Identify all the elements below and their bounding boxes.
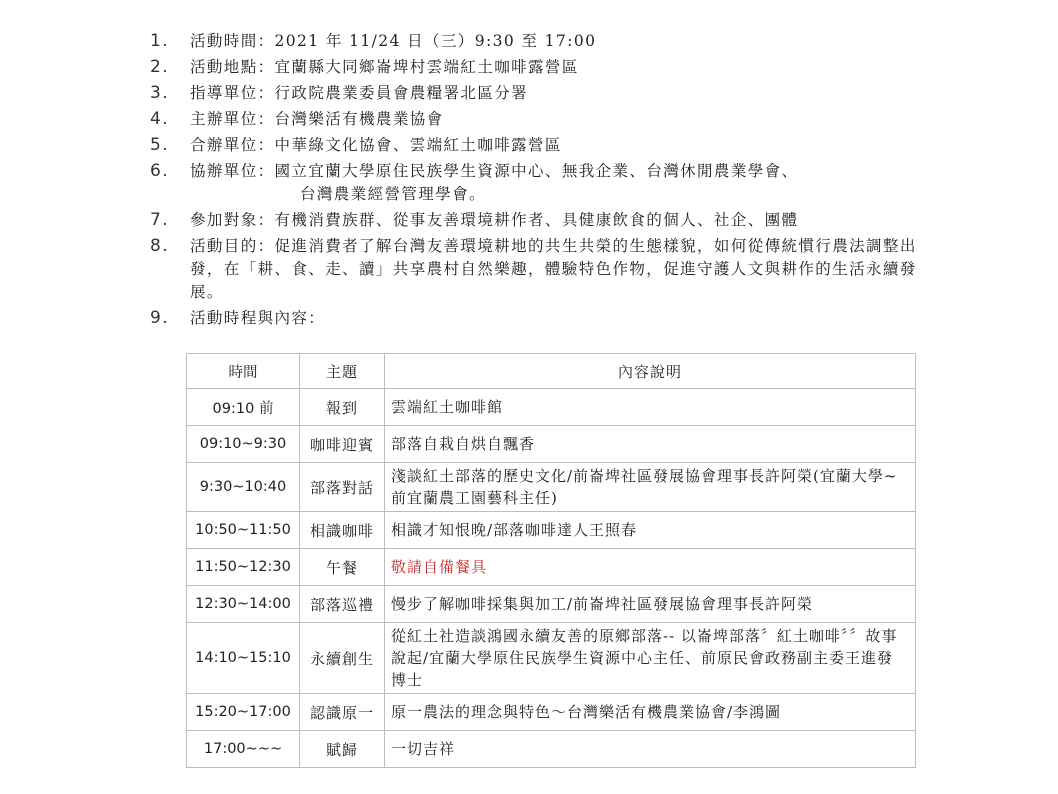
item-text: 有機消費族群、從事友善環境耕作者、具健康飲食的個人、社企、團體 xyxy=(274,211,799,229)
row-time: 11:50~12:30 xyxy=(187,549,300,586)
table-row xyxy=(187,694,916,731)
list-item-schedule xyxy=(150,307,920,330)
list-item-participants xyxy=(150,209,920,232)
row-topic: 午餐 xyxy=(300,549,385,586)
item-label: 合辦單位： xyxy=(190,136,275,154)
row-topic: 部落巡禮 xyxy=(300,586,385,623)
item-label: 指導單位： xyxy=(190,84,275,102)
list-item-assisting xyxy=(150,160,920,206)
row-description: 敬請自備餐具 xyxy=(385,549,916,586)
schedule-table xyxy=(186,353,916,768)
item-label: 活動目的： xyxy=(190,237,275,255)
row-topic: 永續創生 xyxy=(300,623,385,694)
table-row xyxy=(187,512,916,549)
row-description: 部落自栽自烘自飄香 xyxy=(385,426,916,463)
row-topic: 賦歸 xyxy=(300,731,385,768)
item-text: 中華綠文化協會、雲端紅土咖啡露營區 xyxy=(274,136,562,154)
row-description: 原一農法的理念與特色～台灣樂活有機農業協會/李鴻圖 xyxy=(385,694,916,731)
row-topic: 相識咖啡 xyxy=(300,512,385,549)
row-time: 17:00~~~ xyxy=(187,731,300,768)
item-label: 活動時間： xyxy=(190,32,275,50)
row-description: 一切吉祥 xyxy=(385,731,916,768)
item-text-continued: 台灣農業經營管理學會。 xyxy=(300,185,486,203)
table-row xyxy=(187,731,916,768)
item-number: 1. xyxy=(150,31,170,51)
row-time: 09:10~9:30 xyxy=(187,426,300,463)
row-description: 從紅土社造談鴻國永續友善的原鄉部落-- 以崙埤部落〞紅土咖啡〞〞故事說起/宜蘭大學原住民族學生資源中心主任、前原民會政務副主委王進發博士 xyxy=(385,623,916,694)
event-info-list xyxy=(150,30,920,333)
row-time: 12:30~14:00 xyxy=(187,586,300,623)
list-item-guidance xyxy=(150,82,920,105)
item-text: 台灣樂活有機農業協會 xyxy=(274,110,444,128)
table-row xyxy=(187,389,916,426)
row-time: 14:10~15:10 xyxy=(187,623,300,694)
row-topic: 部落對話 xyxy=(300,463,385,512)
list-item-purpose xyxy=(150,235,920,304)
item-text: 促進消費者了解台灣友善環境耕地的共生共榮的生態樣貌，如何從傳統慣行農法調整出發，在「耕、食、走、讀」共享農村自然樂趣，體驗特色作物，促進守護人文與耕作的生活永續發展。 xyxy=(190,237,917,301)
item-number: 3. xyxy=(150,83,170,103)
row-topic: 認識原一 xyxy=(300,694,385,731)
item-label: 協辦單位： xyxy=(190,162,275,180)
item-label: 參加對象： xyxy=(190,211,275,229)
row-description: 相識才知恨晚/部落咖啡達人王照春 xyxy=(385,512,916,549)
list-item-coorganizer xyxy=(150,134,920,157)
item-number: 9. xyxy=(150,308,170,328)
table-header-row xyxy=(187,354,916,389)
item-text: 國立宜蘭大學原住民族學生資源中心、無我企業、台灣休閒農業學會、 xyxy=(274,162,799,180)
header-time: 時間 xyxy=(187,354,300,389)
row-description: 淺談紅土部落的歷史文化/前崙埤社區發展協會理事長許阿榮(宜蘭大學~前宜蘭農工園藝科主任) xyxy=(385,463,916,512)
table-row xyxy=(187,463,916,512)
list-item-organizer xyxy=(150,108,920,131)
header-description: 內容說明 xyxy=(385,354,916,389)
row-description: 慢步了解咖啡採集與加工/前崙埤社區發展協會理事長許阿榮 xyxy=(385,586,916,623)
item-text: 行政院農業委員會農糧署北區分署 xyxy=(274,84,529,102)
table-row xyxy=(187,426,916,463)
table-row xyxy=(187,623,916,694)
item-text: 2021 年 11/24 日（三）9:30 至 17:00 xyxy=(274,32,597,50)
item-number: 2. xyxy=(150,57,170,77)
item-number: 8. xyxy=(150,236,170,256)
item-label: 活動時程與內容： xyxy=(190,309,326,327)
table-row xyxy=(187,586,916,623)
row-time: 10:50~11:50 xyxy=(187,512,300,549)
item-label: 主辦單位： xyxy=(190,110,275,128)
table-row xyxy=(187,549,916,586)
header-topic: 主題 xyxy=(300,354,385,389)
item-number: 4. xyxy=(150,109,170,129)
row-time: 15:20~17:00 xyxy=(187,694,300,731)
item-number: 7. xyxy=(150,210,170,230)
list-item-time xyxy=(150,30,920,53)
item-number: 5. xyxy=(150,135,170,155)
row-description: 雲端紅土咖啡館 xyxy=(385,389,916,426)
item-number: 6. xyxy=(150,161,170,181)
row-topic: 報到 xyxy=(300,389,385,426)
list-item-location xyxy=(150,56,920,79)
row-time: 9:30~10:40 xyxy=(187,463,300,512)
row-topic: 咖啡迎賓 xyxy=(300,426,385,463)
item-label: 活動地點： xyxy=(190,58,275,76)
row-time: 09:10 前 xyxy=(187,389,300,426)
item-text: 宜蘭縣大同鄉崙埤村雲端紅土咖啡露營區 xyxy=(274,58,579,76)
